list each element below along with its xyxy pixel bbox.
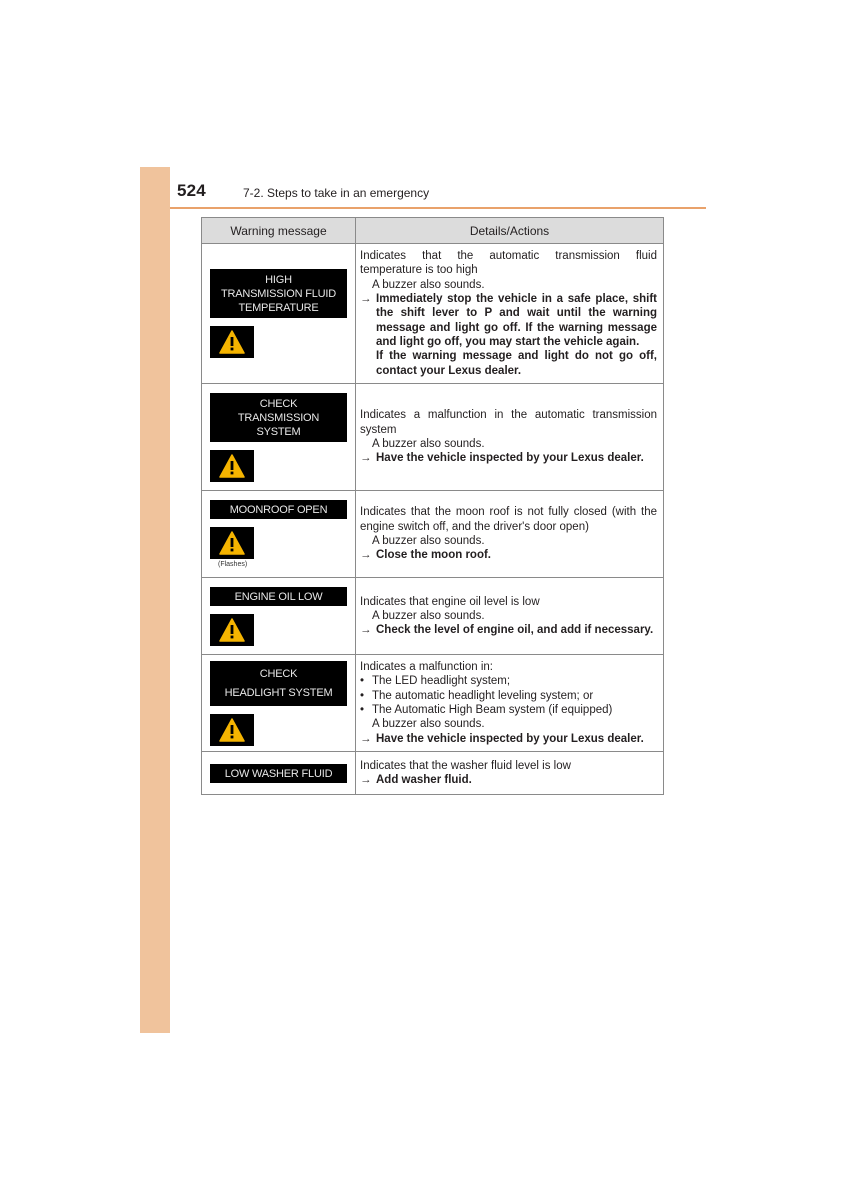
warning-display-cell bbox=[202, 244, 356, 384]
action-text: → Have the vehicle inspected by your Lexus dealer. bbox=[360, 732, 644, 745]
warning-display-cell bbox=[202, 384, 356, 491]
buzzer-note: A buzzer also sounds. bbox=[372, 438, 485, 450]
buzzer-note: A buzzer also sounds. bbox=[372, 718, 485, 731]
arrow-icon: → bbox=[360, 624, 372, 637]
details-cell bbox=[356, 244, 664, 384]
action-text: → Have the vehicle inspected by your Lexus dealer. bbox=[360, 452, 644, 465]
warning-message-display: ENGINE OIL LOW bbox=[210, 587, 347, 606]
arrow-icon: → bbox=[360, 774, 372, 786]
flashes-note: (Flashes) bbox=[218, 561, 248, 568]
table-row bbox=[202, 244, 664, 384]
page-number: 524 bbox=[177, 181, 206, 200]
details-text: Indicates that the automatic transmission fluid temperature is too high bbox=[360, 250, 657, 277]
details-cell bbox=[356, 578, 664, 655]
section-title: 7-2. Steps to take in an emergency bbox=[243, 186, 430, 200]
bullet-item: • The LED headlight system; bbox=[360, 675, 511, 688]
column-header-warning-message: Warning message bbox=[202, 218, 356, 244]
arrow-icon: → bbox=[360, 549, 372, 562]
warning-display-cell bbox=[202, 752, 356, 795]
details-cell bbox=[356, 384, 664, 491]
arrow-icon: → bbox=[360, 293, 372, 306]
buzzer-note: A buzzer also sounds. bbox=[372, 278, 485, 291]
warning-display-cell bbox=[202, 655, 356, 752]
warning-triangle-icon bbox=[210, 614, 254, 646]
details-text: Indicates that the washer fluid level is low bbox=[360, 759, 571, 772]
warning-triangle-icon bbox=[210, 527, 254, 559]
details-cell bbox=[356, 752, 664, 795]
details-text: Indicates that engine oil level is low bbox=[360, 595, 540, 608]
action-text: → Immediately stop the vehicle in a safe place, shift the shift lever to P and wait until the warning message and light go off. If the warning message and light go off, you may start the vehicle again. bbox=[360, 293, 657, 348]
action-text: → Check the level of engine oil, and add if necessary. bbox=[360, 624, 654, 637]
table-row bbox=[202, 655, 664, 752]
warning-display-cell bbox=[202, 491, 356, 578]
section-side-tab bbox=[140, 167, 170, 1033]
table-row bbox=[202, 578, 664, 655]
warning-triangle-icon bbox=[210, 714, 254, 746]
warning-message-display: HIGH TRANSMISSION FLUID TEMPERATURE bbox=[210, 269, 347, 318]
warning-triangle-icon bbox=[210, 450, 254, 482]
warning-triangle-icon bbox=[210, 326, 254, 358]
details-text: Indicates that the moon roof is not fully closed (with the engine switch off, and the driver's door open) bbox=[360, 506, 657, 533]
details-text: Indicates a malfunction in the automatic transmission system bbox=[360, 409, 657, 436]
warning-message-table bbox=[201, 217, 664, 795]
page-header bbox=[170, 167, 706, 209]
table-header-row bbox=[202, 218, 664, 244]
warning-display-cell bbox=[202, 578, 356, 655]
warning-message-display: MOONROOF OPEN bbox=[210, 500, 347, 519]
buzzer-note: A buzzer also sounds. bbox=[372, 609, 485, 622]
table-row bbox=[202, 384, 664, 491]
action-text: → Close the moon roof. bbox=[360, 549, 491, 562]
arrow-icon: → bbox=[360, 732, 372, 745]
warning-message-display: LOW WASHER FLUID bbox=[210, 764, 347, 783]
details-cell bbox=[356, 655, 664, 752]
buzzer-note: A buzzer also sounds. bbox=[372, 535, 485, 547]
action-text: → Add washer fluid. bbox=[360, 774, 472, 786]
table-row bbox=[202, 491, 664, 578]
warning-message-display: CHECK HEADLIGHT SYSTEM bbox=[210, 661, 347, 706]
details-text: Indicates a malfunction in: bbox=[360, 661, 493, 674]
warning-message-display: CHECK TRANSMISSION SYSTEM bbox=[210, 393, 347, 442]
action-continuation: If the warning message and light do not go off, contact your Lexus dealer. bbox=[376, 350, 657, 377]
bullet-item: • The automatic headlight leveling system; or bbox=[360, 689, 594, 702]
table-row bbox=[202, 752, 664, 795]
bullet-item: • The Automatic High Beam system (if equipped) bbox=[360, 704, 613, 716]
details-cell bbox=[356, 491, 664, 578]
arrow-icon: → bbox=[360, 452, 372, 465]
column-header-details-actions: Details/Actions bbox=[356, 218, 664, 244]
